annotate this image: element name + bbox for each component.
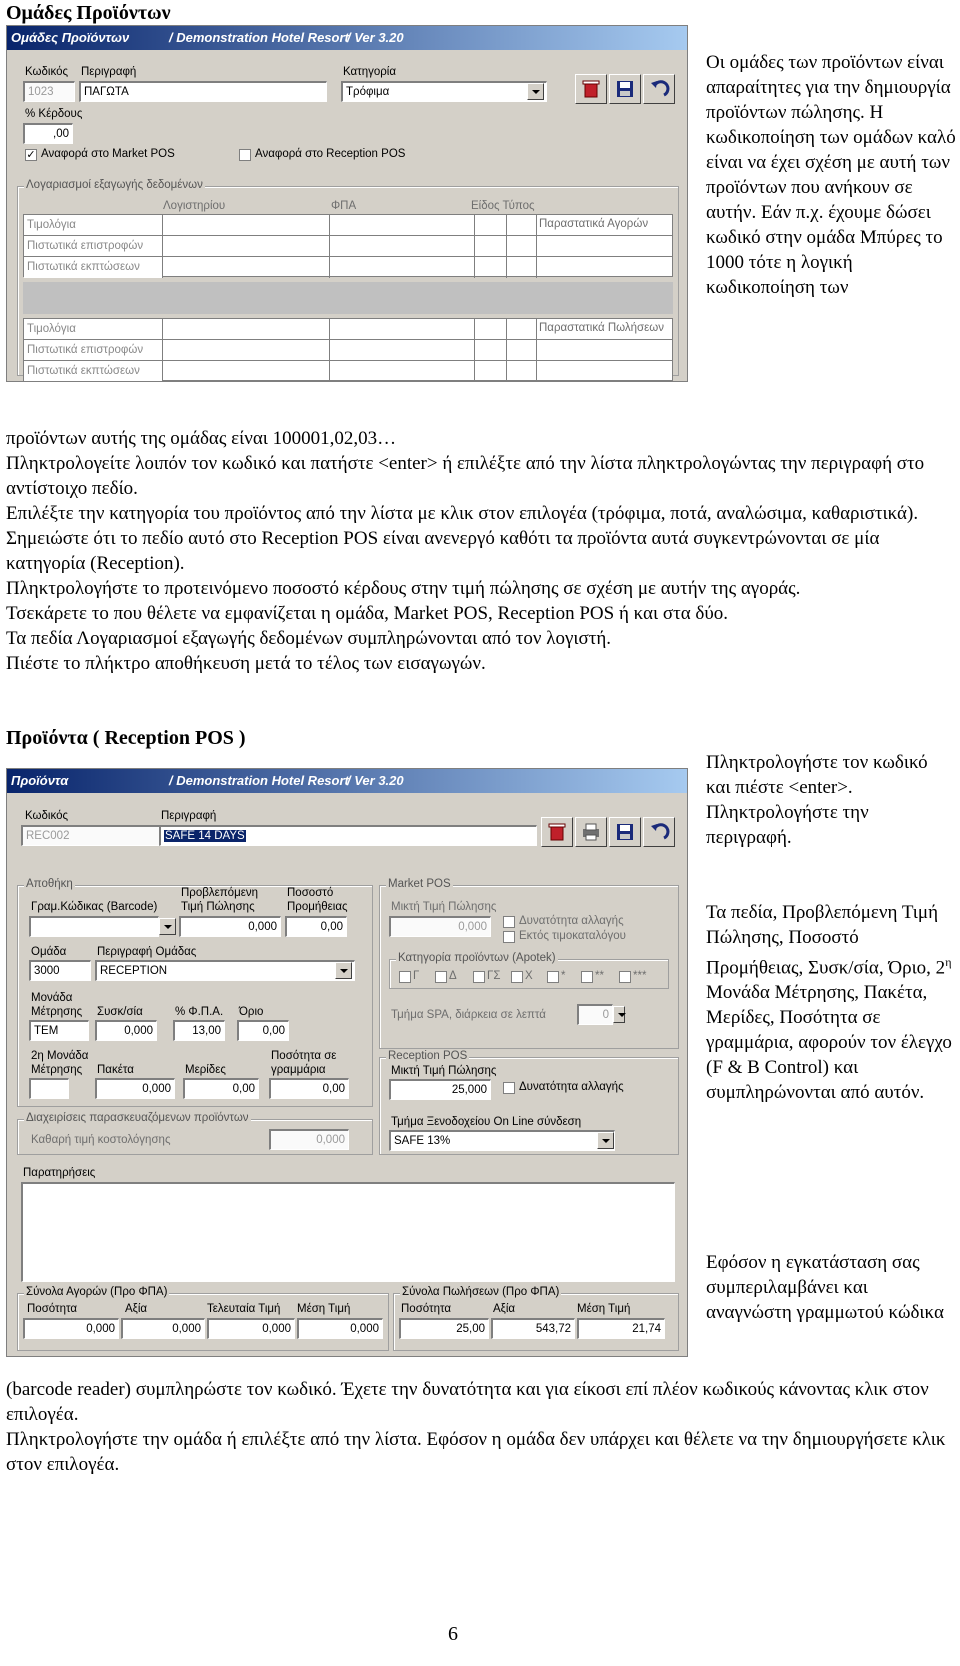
purchase-col-label: Τελευταία Τιμή [207,1303,281,1315]
code-input[interactable]: REC002 [21,825,161,846]
col-type-label: Είδος Τύπος [471,200,535,212]
rec-can-change-label: Δυνατότητα αλλαγής [519,1081,624,1093]
paragraph: Πιέστε το πλήκτρο αποθήκευση μετά το τέλος των εισαγωγών. [6,653,486,674]
commission-label-1: Ποσοστό [287,887,334,899]
purchase-col-label: Ποσότητα [27,1303,77,1315]
paragraph: Τα πεδία Λογαριασμοί εξαγωγής δεδομένων συμπληρώνονται από τον λογιστή. [6,628,612,649]
code-label: Κωδικός [25,66,69,78]
grid-divider [163,235,673,236]
group-input[interactable]: 3000 [29,960,91,981]
cat-checkbox[interactable] [619,971,631,983]
export-accounts-caption: Λογαριασμοί εξαγωγής δεδομένων [26,179,203,191]
row-credit-returns: Πιστωτικά επιστροφών [24,340,162,361]
grid-divider [474,215,475,278]
side-note-fields [706,900,956,1105]
products-window [6,768,688,1357]
side-note-part: Τα πεδία, Προβλεπόμενη Τιμή Πώλησης, Ποσοστό Προμήθειας, Συσκ/σία, Όριο, 2 [706,902,946,979]
notes-textarea[interactable] [21,1182,675,1282]
code-input[interactable]: 1023 [23,81,75,102]
grams-label-1: Ποσότητα σε [271,1050,337,1062]
paragraph: Επιλέξτε την κατηγορία του προϊόντος από την λίστα με κλικ στον επιλογέα (τρόφιμα, ποτά, αναλώσιμα, καθαριστικά). Σημειώστε ότι το πεδίο αυτό στο Reception POS είναι ανενεργό καθότι τα προϊόντα αυτά συγκεντρώνονται σε μία κατηγορία (Reception). [6,503,919,574]
cat-label: ** [595,970,604,982]
retail-price-label: Μικτή Τιμή Πώλησης [391,901,497,913]
side-note-text [706,900,956,1105]
group-desc-input[interactable]: RECEPTION [95,960,355,981]
save-button[interactable] [609,817,641,847]
col-accounting-label: Λογιστηρίου [163,200,226,212]
grid-divider [163,360,673,361]
section2-body [6,1377,950,1477]
vat-input[interactable]: 13,00 [173,1020,225,1041]
description-input[interactable] [159,825,537,846]
side-note-barcode [706,1250,956,1325]
vat-label: % Φ.Π.Α. [175,1006,224,1018]
net-cost-input[interactable]: 0,000 [269,1129,349,1150]
reception-pos-caption: Reception POS [388,1050,468,1062]
group-label: Ομάδα [31,946,67,958]
window-version: / Ver 3.20 [347,30,404,45]
sales-col-label: Μέση Τιμή [577,1303,631,1315]
floppy-icon [610,818,640,846]
description-input[interactable]: ΠΑΓΩΤΑ [79,81,327,102]
online-input[interactable]: SAFE 13% [389,1130,615,1151]
cat-checkbox[interactable] [435,971,447,983]
barcode-label: Γραμ.Κώδικας (Barcode) [31,901,158,913]
superscript: η [945,955,952,969]
undo-arrow-icon [644,75,674,103]
grid-divider [162,319,163,382]
row-credit-discounts: Πιστωτικά εκπτώσεων [24,361,162,382]
profit-input[interactable]: ,00 [23,123,73,144]
unit2-label-1: 2η Μονάδα [31,1050,89,1062]
cat-label: *** [633,970,647,982]
profit-label: % Κέρδους [25,108,83,120]
rec-can-change-checkbox[interactable] [503,1082,515,1094]
market-pos-label: Αναφορά στο Market POS [41,148,175,160]
delete-button[interactable] [541,817,573,847]
side-note-groups [706,50,956,300]
grams-label-2: γραμμάρια [271,1064,326,1076]
description-label: Περιγραφή [161,810,217,822]
grid-divider [329,319,330,382]
cat-label: ΓΣ [487,970,501,982]
purchase-avg-price: 0,000 [297,1318,383,1339]
retail-price-input[interactable]: 0,000 [389,916,491,937]
category-select[interactable]: Τρόφιμα [341,81,547,102]
undo-button[interactable] [643,74,675,104]
window-company: / Demonstration Hotel Resort [169,30,349,45]
cat-checkbox[interactable] [547,971,559,983]
pack-label: Συσκ/σία [97,1006,143,1018]
undo-button[interactable] [643,817,675,847]
grid-divider [536,215,537,278]
grid-divider [474,319,475,382]
spa-spinner[interactable] [613,1006,625,1023]
side-note-code [706,750,956,850]
unit2-label-2: Μέτρησης [31,1064,83,1076]
cat-label: Γ [413,970,420,982]
notes-label: Παρατηρήσεις [23,1167,96,1179]
window-version: / Ver 3.20 [347,773,404,788]
description-value: SAFE 14 DAYS [165,830,245,842]
group-desc-label: Περιγραφή Ομάδας [97,946,197,958]
portions-label: Μερίδες [185,1064,226,1076]
floppy-icon [610,75,640,103]
window-title: Ομάδες Προϊόντων [11,30,130,45]
cat-checkbox[interactable] [473,971,485,983]
grid-divider [506,319,507,382]
purchase-col-label: Αξία [125,1303,148,1315]
side-note-part: Μονάδα Μέτρησης, Πακέτα, Μερίδες, Ποσότητα σε γραμμάρια, αφορούν τον έλεγχο (F & B Control) και συμπληρώνονται από αυτόν. [706,982,952,1104]
market-pos-checkbox[interactable]: ✓ [26,149,36,161]
purchase-totals-caption: Σύνολα Αγορών (Προ ΦΠΑ) [26,1286,168,1298]
print-button[interactable] [575,817,607,847]
paragraph: Τσεκάρετε το που θέλετε να εμφανίζεται η ομάδα, Market POS, Reception POS ή και στα δύο. [6,603,729,624]
grid-divider [536,319,537,382]
commission-input[interactable]: 0,00 [285,916,347,937]
planned-price-input[interactable]: 0,000 [179,916,281,937]
product-groups-window [6,25,688,382]
sales-qty: 25,00 [399,1318,489,1339]
sales-col-label: Αξία [493,1303,516,1315]
cat-label: Δ [449,970,457,982]
category-dropdown-button[interactable] [527,83,544,100]
barcode-input[interactable] [29,916,159,937]
purchase-last-price: 0,000 [207,1318,295,1339]
cat-checkbox[interactable] [399,971,411,983]
grams-input[interactable]: 0,00 [269,1078,349,1099]
online-label: Τμήμα Ξενοδοχείου On Line σύνδεση [391,1116,582,1128]
grid-divider [163,339,673,340]
window-title: Προϊόντα [11,773,69,788]
limit-label: Όριο [239,1006,264,1018]
net-cost-label: Καθαρή τιμή κοστολόγησης [31,1134,171,1146]
planned-price-label-2: Τιμή Πώλησης [181,901,255,913]
portions-input[interactable]: 0,00 [183,1078,259,1099]
can-change-label: Δυνατότητα αλλαγής [519,915,624,927]
online-dropdown-button[interactable] [597,1132,614,1149]
export-grid-sales[interactable] [23,318,673,381]
section-heading-product-groups: Ομάδες Προϊόντων [6,2,171,24]
grid-divider [329,215,330,278]
sales-col-label: Ποσότητα [401,1303,451,1315]
categories-caption: Κατηγορία προϊόντων (Apotek) [398,952,556,964]
unit-label-2: Μέτρησης [31,1006,83,1018]
paragraph: Πληκτρολογήστε την ομάδα ή επιλέξτε από την λίστα. Εφόσον η ομάδα δεν υπάρχει και θέλετε να την δημιουργήσετε κλικ στον επιλογέα. [6,1429,946,1475]
delete-button[interactable] [575,74,607,104]
save-button[interactable] [609,74,641,104]
out-price-label: Εκτός τιμοκαταλόγου [519,930,626,942]
code-label: Κωδικός [25,810,69,822]
trash-icon [576,75,606,103]
side-note-text: Πληκτρολογήστε τον κωδικό και πιέστε <enter>. Πληκτρολογήστε την περιγραφή. [706,752,928,848]
rec-price-input[interactable]: 25,000 [389,1079,491,1100]
out-price-checkbox[interactable] [503,931,515,943]
category-label: Κατηγορία [343,66,397,78]
paragraph: Πληκτρολογήστε το προτεινόμενο ποσοστό κέρδους στην τιμή πώλησης σε σχέση με αυτήν της αγοράς. [6,578,801,599]
packets-input[interactable]: 0,000 [95,1078,175,1099]
grid-divider [163,256,673,257]
row-invoices: Τιμολόγια [24,319,162,340]
packets-label: Πακέτα [97,1064,134,1076]
page-number: 6 [448,1623,458,1645]
purchase-qty: 0,000 [23,1318,119,1339]
trash-icon [542,818,572,846]
grid-divider [506,215,507,278]
reception-pos-label: Αναφορά στο Reception POS [255,148,406,160]
grid-spacer [23,282,673,314]
undo-arrow-icon [644,818,674,846]
cat-checkbox[interactable] [581,971,593,983]
sales-docs-label: Παραστατικά Πωλήσεων [539,322,664,334]
unit-input[interactable]: TEM [29,1020,89,1041]
printer-icon [576,818,606,846]
spa-label: Τμήμα SPA, διάρκεια σε λεπτά [391,1009,546,1021]
paragraph: Πληκτρολογείτε λοιπόν τον κωδικό και πατήστε <enter> ή επιλέξτε από την λίστα πληκτρολογώντας την περιγραφή στο αντίστοιχο πεδίο. [6,453,925,499]
barcode-dropdown-button[interactable] [159,918,176,935]
sales-value: 543,72 [491,1318,575,1339]
commission-label-2: Προμήθειας [287,901,348,913]
grid-divider [162,215,163,278]
can-change-checkbox[interactable] [503,916,515,928]
sales-avg-price: 21,74 [577,1318,665,1339]
spa-input[interactable]: 0 [577,1004,613,1025]
purchase-col-label: Μέση Τιμή [297,1303,351,1315]
side-note-text: Εφόσον η εγκατάσταση σας συμπεριλαμβάνει και αναγνώστη γραμμωτού κώδικα [706,1252,944,1323]
row-credit-discounts: Πιστωτικά εκπτώσεων [24,257,162,278]
row-invoices: Τιμολόγια [24,215,162,236]
paragraph: (barcode reader) συμπληρώστε τον κωδικό. Έχετε την δυνατότητα και για είκοσι επί πλέον κωδικούς κάνοντας κλικ στον επιλογέα. [6,1379,929,1425]
window-titlebar [7,26,687,50]
warehouse-caption: Αποθήκη [26,878,73,890]
unit2-input[interactable] [29,1078,69,1099]
section1-body [6,426,950,676]
cat-checkbox[interactable] [511,971,523,983]
window-company: / Demonstration Hotel Resort [169,773,349,788]
paragraph: προϊόντων αυτής της ομάδας είναι 100001,02,03… [6,428,397,449]
group-dropdown-button[interactable] [335,962,352,979]
window-titlebar [7,769,687,793]
sales-totals-caption: Σύνολα Πωλήσεων (Προ ΦΠΑ) [402,1286,560,1298]
row-credit-returns: Πιστωτικά επιστροφών [24,236,162,257]
col-vat-label: ΦΠΑ [331,200,357,212]
unit-label-1: Μονάδα [31,992,73,1004]
market-pos-caption: Market POS [388,878,451,890]
cat-label: Χ [525,970,533,982]
side-note-text: Οι ομάδες των προϊόντων είναι απαραίτητες για την δημιουργία προϊόντων πώλησης. Η κωδικοποίηση των ομάδων καλό είναι να έχει σχέση με αυτή των προϊόντων που ανήκουν σε αυτήν. Εάν π.χ. έχουμε δώσει κωδικό στην ομάδα Μπύρες το 1000 τότε η λογική κωδικοποίηση των [706,52,956,298]
planned-price-label-1: Προβλεπόμενη [181,887,258,899]
purchases-docs-label: Παραστατικά Αγορών [539,218,649,230]
description-label: Περιγραφή [81,66,137,78]
recipe-caption: Διαχειρίσεις παρασκευαζόμενων προϊόντων [26,1112,249,1124]
limit-input[interactable]: 0,00 [237,1020,289,1041]
reception-pos-checkbox[interactable] [239,149,251,161]
cat-label: * [561,970,566,982]
section-heading-products: Προϊόντα ( Reception POS ) [6,727,246,749]
rec-price-label: Μικτή Τιμή Πώλησης [391,1065,497,1077]
export-grid-purchases[interactable] [23,214,673,277]
pack-input[interactable]: 0,000 [95,1020,157,1041]
purchase-value: 0,000 [121,1318,205,1339]
